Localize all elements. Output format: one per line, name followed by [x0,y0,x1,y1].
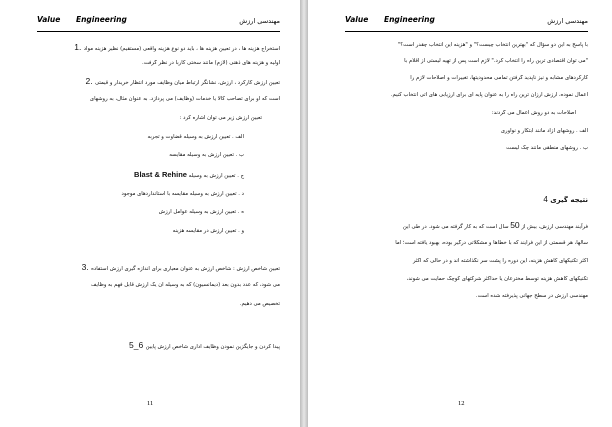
left-item-2-line: تعیین ارزش کارکرد ، ارزش، نشانگر ارتباط میان وظایف مورد انتظار خریدار و قیمتی .2 [85,78,280,86]
right-intro-line: با پاسخ به این دو سؤال که "بهترین انتخاب چیست؟" و "هزینه این انتخاب چقدر است؟" [397,42,588,48]
left-item-2-line: تعیین ارزش زیر می توان اشاره کرد : [179,115,262,121]
left-item-2-line: ه . تعیین ارزش به وسیله عوامل ارزش [158,209,244,215]
left-item-2-line: الف . تعیین ارزش به وسیله قضاوت و تجربه [147,134,244,140]
left-page [0,0,300,427]
left-item-3-line: تعیین شاخص ارزش : شاخص ارزش به عنوان معیاری برای اندازه گیری ارزش استفاده .3 [81,264,280,272]
left-item-2-line: ب . تعیین ارزش به وسیله مقایسه [169,152,244,158]
right-body-line: مهندسی ارزش در سطح جهانی پذیرفته شده است. [475,293,588,299]
right-body-line: اکثر تکنیکهای کاهش هزینه، این دوره را پشت سر نگذاشته اند و در حالی که اکثر [412,258,588,264]
left-item-2-line: و . تعیین ارزش در مقایسه هزینه [172,228,244,234]
left-item-2-line: است که او برای تصاحب کالا یا خدمات (وظایف) می پردازد. به عنوان مثال، به روشهای [89,96,280,102]
left-header-english: Value Engineering [37,15,127,24]
left-item-1-line: اولیه و هزینه های ذهنی (لازم) مانند سختی کاربا در نظر گرفت. [142,60,280,66]
left-item-3-line: تخصیص می دهیم. [239,301,280,307]
right-header-english: Value Engineering [345,15,435,24]
left-header-persian: مهندسی ارزش [239,17,280,25]
right-page-header [345,15,588,32]
right-body-line: تکنیکهای کاهش هزینه توسط مخترعان یا حداکثر شرکتهای کوچک حمایت می شوند، [406,276,588,282]
right-intro-line: اصلاحات به دو روش اعمال می گردند: [491,110,576,116]
section-title: نتیجه گیری [547,196,588,204]
right-body-line: فرآیند مهندسی ارزش، بیش از 50 سال است که به کار گرفته می شود. در طی این [402,222,588,230]
left-item-3-line: می شود، که عدد بدون بعد (دیمانسیون) که به وسیله آن یک ارزش قابل فهم به وظایف [91,282,280,288]
right-body-line: سالها، هر قسمتی از این فرآیند که با خطاها و مشکلاتی درگیر بوده، بهبود یافته است؛ اما [395,240,588,246]
section-heading [345,196,588,204]
book-gutter [300,0,308,427]
left-item-1-line: استخراج هزینه ها ، در تعیین هزینه ها ، باید دو نوع هزینه واقعی (مستقیم) نظیر هزینه مواد .1 [74,44,280,52]
right-intro-line: کارکردهای مشابه و نیز ناپدید گرفتن تمامی محدودیتها، تغییرات و اصلاحات لازم را [410,75,588,81]
left-page-number: 11 [147,400,154,407]
left-page-header [37,15,280,32]
right-intro-line: الف . روشهای آزاد مانند ابتکار و نوآوری [500,128,588,134]
right-header-persian: مهندسی ارزش [547,17,588,25]
left-item-2-line: د . تعیین ارزش به وسیله مقایسه با استانداردهای موجود [121,191,244,197]
right-intro-line: "می توان اقتصادی ترین راه را انتخاب کرد." لازم است پس از تهیه لیستی از اقلام با [404,58,588,64]
right-intro-line: ب . روشهای منطقی مانند چک لیست [506,145,588,151]
right-page-number: 12 [458,400,465,407]
left-item-4-line: پیدا کردن و جایگزین نمودن وظایف اداری شاخص ارزش پایین 6_5 [129,342,280,350]
section-number: 4 [543,196,548,204]
right-intro-line: اعمال نموده، ارزش ارزان ترین راه را به عنوان پایه ای برای ارزیابی های آتی انتخاب کنیم. [390,92,588,98]
left-item-2-line: ج . تعیین ارزش به وسیله Blast & Rehine [134,171,244,179]
right-page [308,0,608,427]
